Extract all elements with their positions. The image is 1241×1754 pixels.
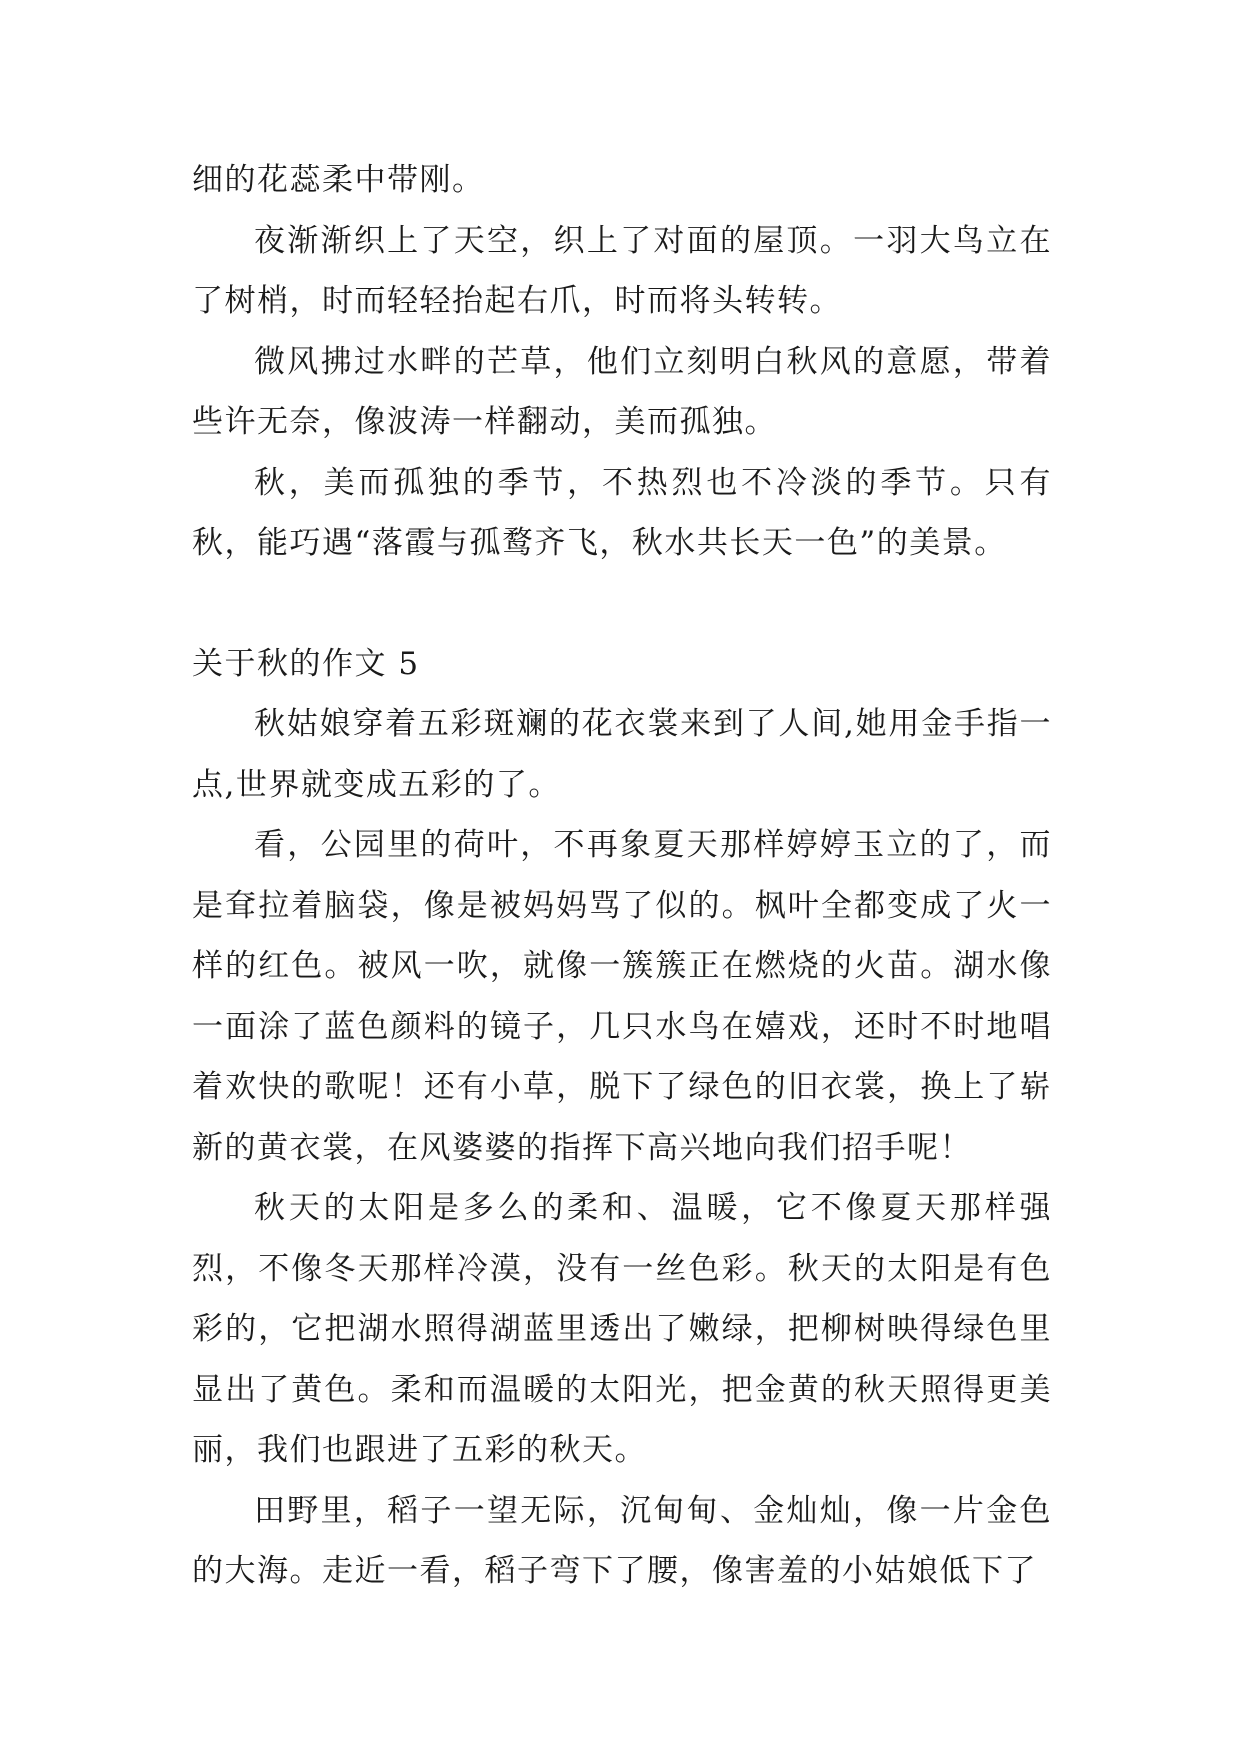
paragraph: 秋，美而孤独的季节，不热烈也不冷淡的季节。只有秋，能巧遇“落霞与孤鹜齐飞，秋水共长天一色”的美景。 — [192, 464, 1052, 561]
paragraph-continuation: 细的花蕊柔中带刚。 — [192, 162, 485, 198]
document-body — [192, 150, 1052, 1602]
paragraph: 秋天的太阳是多么的柔和、温暖，它不像夏天那样强烈，不像冬天那样冷漠，没有一丝色彩。秋天的太阳是有色彩的，它把湖水照得湖蓝里透出了嫩绿，把柳树映得绿色里显出了黄色。柔和而温暖的太阳光，把金黄的秋天照得更美丽，我们也跟进了五彩的秋天。 — [192, 1190, 1052, 1468]
paragraph: 微风拂过水畔的芒草，他们立刻明白秋风的意愿，带着些许无奈，像波涛一样翻动，美而孤独。 — [192, 343, 1052, 440]
paragraph: 秋姑娘穿着五彩斑斓的花衣裳来到了人间,她用金手指一点,世界就变成五彩的了。 — [192, 706, 1052, 803]
paragraph: 田野里，稻子一望无际，沉甸甸、金灿灿，像一片金色的大海。走近一看，稻子弯下了腰，像害羞的小姑娘低下了 — [192, 1492, 1052, 1589]
paragraph: 看，公园里的荷叶，不再象夏天那样婷婷玉立的了，而是耷拉着脑袋，像是被妈妈骂了似的。枫叶全都变成了火一样的红色。被风一吹，就像一簇簇正在燃烧的火苗。湖水像一面涂了蓝色颜料的镜子，几只水鸟在嬉戏，还时不时地唱着欢快的歌呢！还有小草，脱下了绿色的旧衣裳，换上了崭新的黄衣裳，在风婆婆的指挥下高兴地向我们招手呢！ — [192, 827, 1052, 1166]
section-heading: 关于秋的作文 5 — [192, 645, 420, 682]
paragraph: 夜渐渐织上了天空，织上了对面的屋顶。一羽大鸟立在了树梢，时而轻轻抬起右爪，时而将头转转。 — [192, 222, 1052, 319]
